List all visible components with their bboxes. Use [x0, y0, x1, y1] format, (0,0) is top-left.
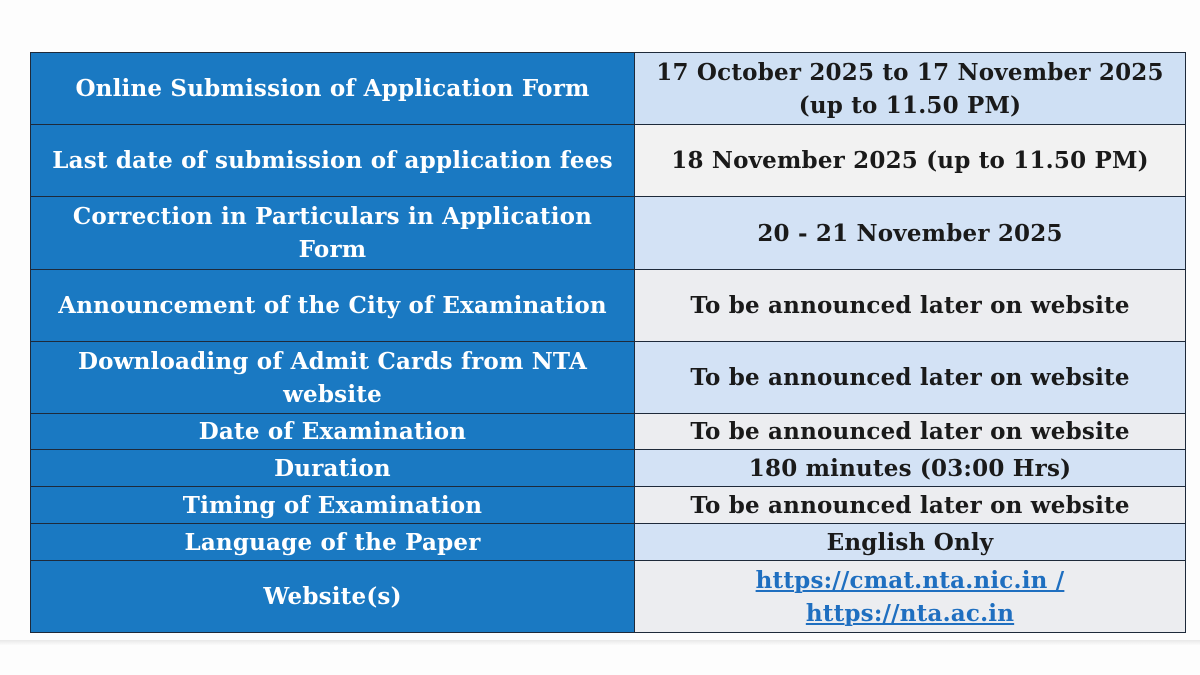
- row-label-admit-cards: Downloading of Admit Cards from NTA website: [31, 342, 635, 414]
- row-label-language: Language of the Paper: [31, 524, 635, 561]
- table-row: [31, 53, 1186, 125]
- row-value-websites: [635, 561, 1186, 633]
- row-value-language: English Only: [635, 524, 1186, 561]
- row-label-fee-deadline: Last date of submission of application fees: [31, 125, 635, 197]
- row-value-online-submission: 17 October 2025 to 17 November 2025 (up to 11.50 PM): [635, 53, 1186, 125]
- table-row: [31, 450, 1186, 487]
- row-label-correction: Correction in Particulars in Application Form: [31, 197, 635, 270]
- row-value-city-announcement: To be announced later on website: [635, 270, 1186, 342]
- row-value-fee-deadline: 18 November 2025 (up to 11.50 PM): [635, 125, 1186, 197]
- row-label-exam-timing: Timing of Examination: [31, 487, 635, 524]
- row-value-admit-cards: To be announced later on website: [635, 342, 1186, 414]
- table-row: [31, 414, 1186, 450]
- row-value-correction: 20 - 21 November 2025: [635, 197, 1186, 270]
- row-value-exam-date: To be announced later on website: [635, 414, 1186, 450]
- table-row: [31, 270, 1186, 342]
- row-label-online-submission: Online Submission of Application Form: [31, 53, 635, 125]
- row-label-city-announcement: Announcement of the City of Examination: [31, 270, 635, 342]
- table-row: [31, 561, 1186, 633]
- row-label-websites: Website(s): [31, 561, 635, 633]
- row-label-exam-date: Date of Examination: [31, 414, 635, 450]
- exam-schedule-table: [30, 52, 1186, 633]
- row-value-duration: 180 minutes (03:00 Hrs): [635, 450, 1186, 487]
- table-row: [31, 524, 1186, 561]
- nta-website-link[interactable]: https://nta.ac.in: [805, 599, 1015, 627]
- table-row: [31, 342, 1186, 414]
- table-row: [31, 487, 1186, 524]
- table-row: [31, 125, 1186, 197]
- row-label-duration: Duration: [31, 450, 635, 487]
- cmat-website-link[interactable]: https://cmat.nta.nic.in /: [755, 566, 1065, 594]
- scan-edge-shadow: [0, 640, 1200, 646]
- table-row: [31, 197, 1186, 270]
- row-value-exam-timing: To be announced later on website: [635, 487, 1186, 524]
